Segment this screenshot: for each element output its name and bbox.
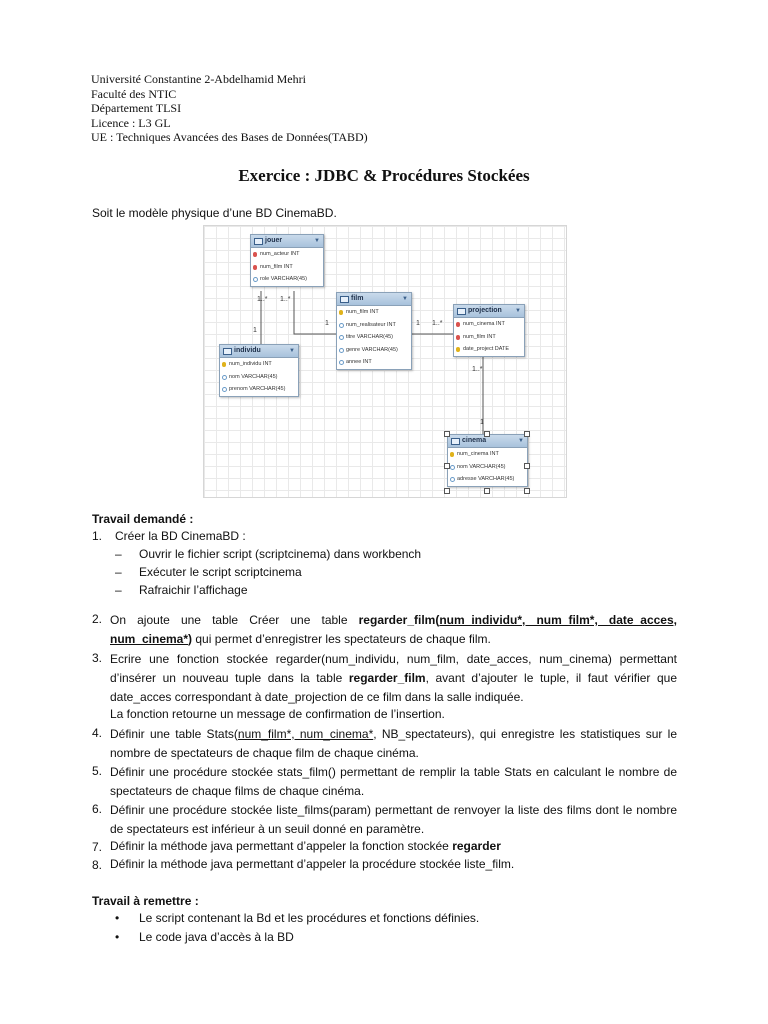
column-row <box>448 448 527 461</box>
page-title: Exercice : JDBC & Procédures Stockées <box>238 166 530 185</box>
bullet-icon: • <box>115 930 120 944</box>
column-name: nom VARCHAR(45) <box>229 373 278 380</box>
table-header <box>454 305 524 318</box>
column-row <box>251 261 323 274</box>
column-row <box>454 331 524 344</box>
attribute-icon <box>450 465 455 470</box>
column-row <box>337 344 411 357</box>
text-run: qui permet d’enregistrer les spectateurs de chaque film. <box>192 632 491 646</box>
list-number: 3. <box>92 651 103 665</box>
column-name: num_acteur INT <box>260 251 300 257</box>
list-number: 8. <box>92 858 103 872</box>
dash-bullet: – <box>115 565 122 579</box>
primary-key-icon <box>450 452 454 457</box>
list-number: 4. <box>92 726 103 740</box>
chevron-down-icon: ▼ <box>314 238 320 244</box>
text-run: Définir la méthode java permettant d’appeler la fonction stockée <box>110 839 453 853</box>
header-department: Département TLSI <box>91 101 182 116</box>
column-row <box>251 248 323 261</box>
subitem: Exécuter le script scriptcinema <box>139 565 302 579</box>
foreign-key-icon <box>253 265 257 270</box>
column-name: num_realisateur INT <box>346 321 396 328</box>
selection-handle[interactable] <box>444 488 450 494</box>
foreign-key-icon <box>456 322 460 327</box>
task-3-return-text: La fonction retourne un message de confirmation de l’insertion. <box>110 707 445 721</box>
header-ue: UE : Techniques Avancées des Bases de Données(TABD) <box>91 130 368 145</box>
primary-key-icon <box>339 310 343 315</box>
column-name: num_cinema INT <box>463 321 505 327</box>
column-name: num_film INT <box>346 309 379 315</box>
foreign-key-icon <box>456 335 460 340</box>
list-number: 6. <box>92 802 103 816</box>
subitem: Rafraichir l’affichage <box>139 583 248 597</box>
column-row <box>448 461 527 474</box>
column-name: adresse VARCHAR(45) <box>457 476 515 482</box>
table-name: film <box>351 295 364 302</box>
column-name: date_project DATE <box>463 346 510 352</box>
list-number: 5. <box>92 764 103 778</box>
task-1-text: Créer la BD CinemaBD : <box>115 529 246 543</box>
table-icon <box>254 238 263 245</box>
link-jouer-film <box>294 291 336 334</box>
task-6-text: Définir une procédure stockée liste_films(param) permettant de renvoyer la liste des films dont le nombre de spectateurs est inférieur à un seuil donné en paramètre. <box>110 803 677 836</box>
text-run-underlined: num_individu*, num_film*, date_acces, num_cinema* <box>110 613 677 646</box>
table-name: jouer <box>265 237 283 244</box>
deliverable-item: Le script contenant la Bd et les procédures et fonctions définies. <box>139 911 480 925</box>
table-header <box>251 235 323 248</box>
column-row <box>454 343 524 356</box>
text-run-bold: regarder_film <box>348 671 426 685</box>
cardinality-label: 1 <box>480 419 484 426</box>
chevron-down-icon: ▼ <box>402 296 408 302</box>
table-icon <box>451 438 460 445</box>
task-8-text: Définir la méthode java permettant d’appeler la procédure stockée liste_film. <box>110 857 515 871</box>
university-header <box>91 72 368 145</box>
text-run: , avant d’ajouter le tuple, il faut vérifier que date_acces correspondant à date_projection de ce film dans la salle indiquée. <box>110 671 677 704</box>
selection-handle[interactable] <box>484 488 490 494</box>
column-row <box>337 331 411 344</box>
selection-handle[interactable] <box>524 463 530 469</box>
task-7-text <box>110 839 501 853</box>
selection-handle[interactable] <box>524 488 530 494</box>
chevron-down-icon: ▼ <box>289 348 295 354</box>
cardinality-label: 1..* <box>280 296 291 303</box>
column-name: role VARCHAR(45) <box>260 276 307 282</box>
selection-handle[interactable] <box>524 431 530 437</box>
column-name: genre VARCHAR(45) <box>346 346 398 353</box>
cardinality-label: 1..* <box>472 366 483 373</box>
intro-text: Soit le modèle physique d’une BD CinemaBD. <box>92 206 337 220</box>
bullet-icon: • <box>115 911 120 925</box>
text-run: , NB_spectateurs), qui enregistre les statistiques sur le nombre de spectateurs de chaque film de chaque cinéma. <box>110 727 678 760</box>
attribute-icon <box>222 375 227 380</box>
er-diagram <box>203 225 567 498</box>
task-5-text: Définir une procédure stockée stats_film() permettant de remplir la table Stats en calculant le nombre de spectateurs de chaque films de chaque cinéma. <box>110 765 677 798</box>
column-name: num_film INT <box>463 333 496 340</box>
header-faculty: Faculté des NTIC <box>91 86 177 101</box>
text-run: On ajoute une table Créer une table <box>110 613 359 627</box>
primary-key-icon <box>222 362 226 367</box>
table-cinema[interactable] <box>447 434 528 487</box>
section-heading-travail: Travail demandé : <box>92 512 194 526</box>
column-row <box>337 319 411 332</box>
selection-handle[interactable] <box>444 463 450 469</box>
column-name: num_individu INT <box>229 361 272 367</box>
task-3-text <box>110 650 677 707</box>
list-number: 2. <box>92 612 103 626</box>
column-row <box>454 318 524 331</box>
table-projection[interactable] <box>453 304 525 357</box>
text-run-underlined: num_film*, num_cinema* <box>237 727 374 741</box>
task-2-text <box>110 611 677 649</box>
column-name: annee INT <box>346 359 372 365</box>
cardinality-label: 1 <box>325 320 329 327</box>
chevron-down-icon: ▼ <box>515 308 521 314</box>
header-university: Université Constantine 2-Abdelhamid Mehri <box>91 72 306 86</box>
column-name: prenom VARCHAR(45) <box>229 386 286 392</box>
table-icon <box>340 296 349 303</box>
column-row <box>220 371 298 384</box>
column-name: num_film INT <box>260 263 293 270</box>
column-name: num_cinema INT <box>457 451 499 457</box>
subitem: Ouvrir le fichier script (scriptcinema) dans workbench <box>139 547 422 561</box>
table-name: projection <box>468 307 502 314</box>
attribute-icon <box>450 477 455 482</box>
column-row <box>337 306 411 319</box>
column-row <box>337 356 411 369</box>
chevron-down-icon: ▼ <box>518 438 524 444</box>
header-licence: Licence : L3 GL <box>91 115 171 130</box>
column-name: titre VARCHAR(45) <box>346 334 393 340</box>
column-row <box>251 273 323 286</box>
list-number: 1. <box>92 529 103 543</box>
column-row <box>220 358 298 371</box>
text-run-bold: regarder <box>452 839 501 853</box>
text-run-bold: ) <box>188 632 193 646</box>
cardinality-label: 1..* <box>432 320 443 327</box>
column-row <box>220 383 298 396</box>
task-4-text <box>110 725 677 763</box>
section-heading-remettre: Travail à remettre : <box>92 894 199 908</box>
table-icon <box>457 308 466 315</box>
selection-handle[interactable] <box>484 431 490 437</box>
table-header <box>220 345 298 358</box>
attribute-icon <box>339 323 344 328</box>
attribute-icon <box>222 387 227 392</box>
text-run: Ecrire une fonction stockée regarder(num_individu, num_film, date_acces, num_cinema) permettant d’insérer un nouveau tuple dans la table <box>110 652 677 685</box>
primary-key-icon <box>456 347 460 352</box>
attribute-icon <box>339 335 344 340</box>
cardinality-label: 1 <box>416 320 420 327</box>
dash-bullet: – <box>115 583 122 597</box>
cardinality-label: 1 <box>253 327 257 334</box>
cardinality-label: 1..* <box>257 296 268 303</box>
column-name: nom VARCHAR(45) <box>457 463 506 470</box>
table-icon <box>223 348 232 355</box>
list-number: 7. <box>92 840 103 854</box>
text-run: Définir une table Stats( <box>110 727 238 741</box>
selection-handle[interactable] <box>444 431 450 437</box>
table-jouer[interactable] <box>250 234 324 287</box>
attribute-icon <box>339 360 344 365</box>
foreign-key-icon <box>253 252 257 257</box>
table-header <box>337 293 411 306</box>
table-film[interactable] <box>336 292 412 370</box>
table-name: cinema <box>462 437 487 444</box>
column-row <box>448 473 527 486</box>
deliverable-item: Le code java d’accès à la BD <box>139 930 294 944</box>
table-name: individu <box>234 347 261 354</box>
dash-bullet: – <box>115 547 122 561</box>
table-individu[interactable] <box>219 344 299 397</box>
attribute-icon <box>253 277 258 282</box>
attribute-icon <box>339 348 344 353</box>
text-run-bold: regarder_film( <box>358 613 440 627</box>
